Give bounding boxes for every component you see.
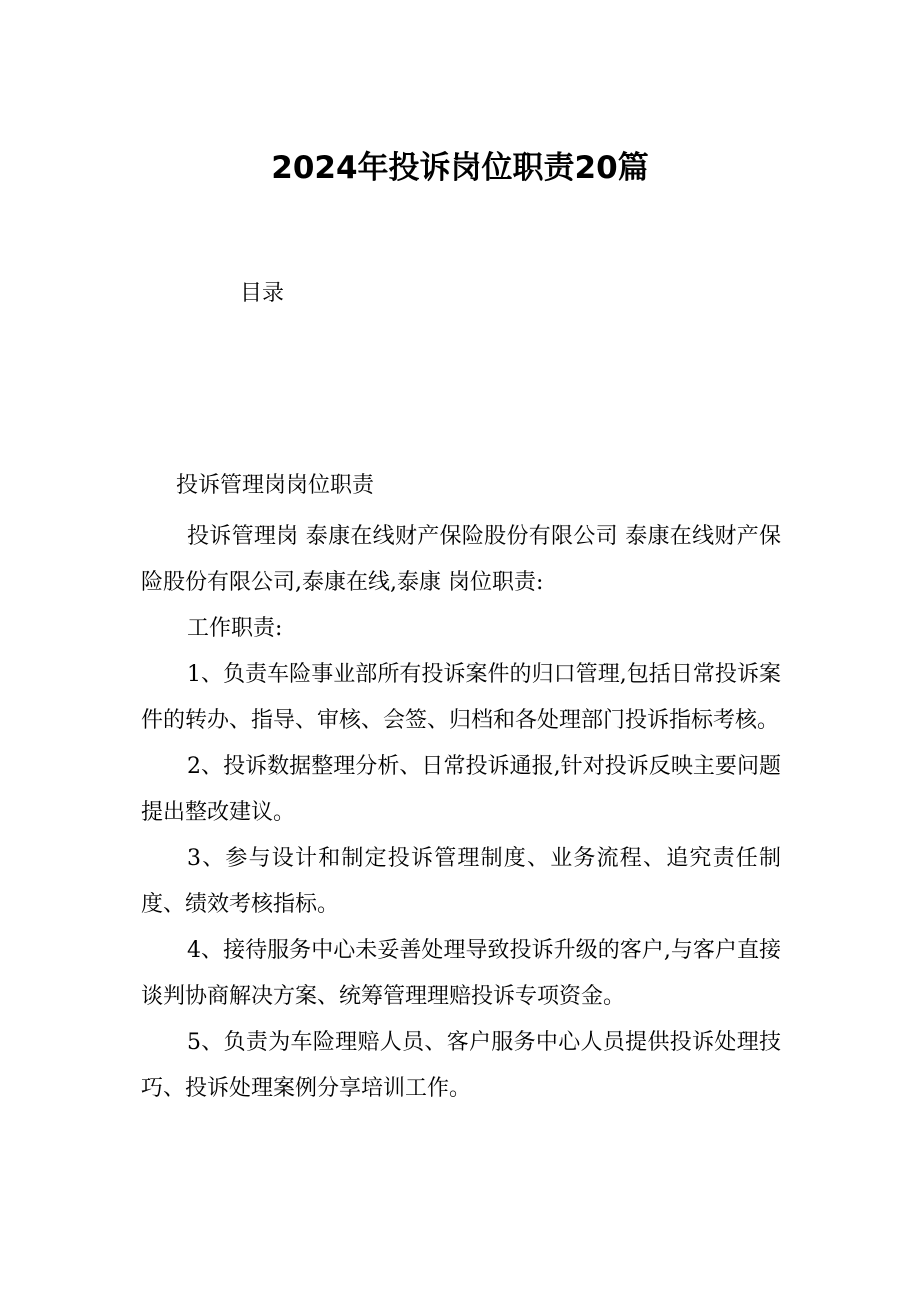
document-title: 2024年投诉岗位职责20篇 (271, 150, 649, 186)
paragraph-duty-3: 3、参与设计和制定投诉管理制度、业务流程、追究责任制度、绩效考核指标。 (141, 846, 781, 917)
paragraph-intro: 投诉管理岗 泰康在线财产保险股份有限公司 泰康在线财产保险股份有限公司,泰康在线,泰康 岗位职责: (141, 524, 781, 595)
paragraph-duty-2: 2、投诉数据整理分析、日常投诉通报,针对投诉反映主要问题提出整改建议。 (141, 754, 781, 825)
paragraph-duty-4: 4、接待服务中心未妥善处理导致投诉升级的客户,与客户直接谈判协商解决方案、统筹管理理赔投诉专项资金。 (141, 938, 781, 1009)
document-body (141, 514, 781, 1112)
paragraph-duty-5: 5、负责为车险理赔人员、客户服务中心人员提供投诉处理技巧、投诉处理案例分享培训工作。 (141, 1030, 781, 1101)
paragraph-duties-label: 工作职责: (187, 616, 283, 641)
table-of-contents-label: 目录 (240, 281, 285, 306)
paragraph-duty-1: 1、负责车险事业部所有投诉案件的归口管理,包括日常投诉案件的转办、指导、审核、会签、归档和各处理部门投诉指标考核。 (141, 662, 781, 733)
section-heading: 投诉管理岗岗位职责 (176, 473, 375, 498)
